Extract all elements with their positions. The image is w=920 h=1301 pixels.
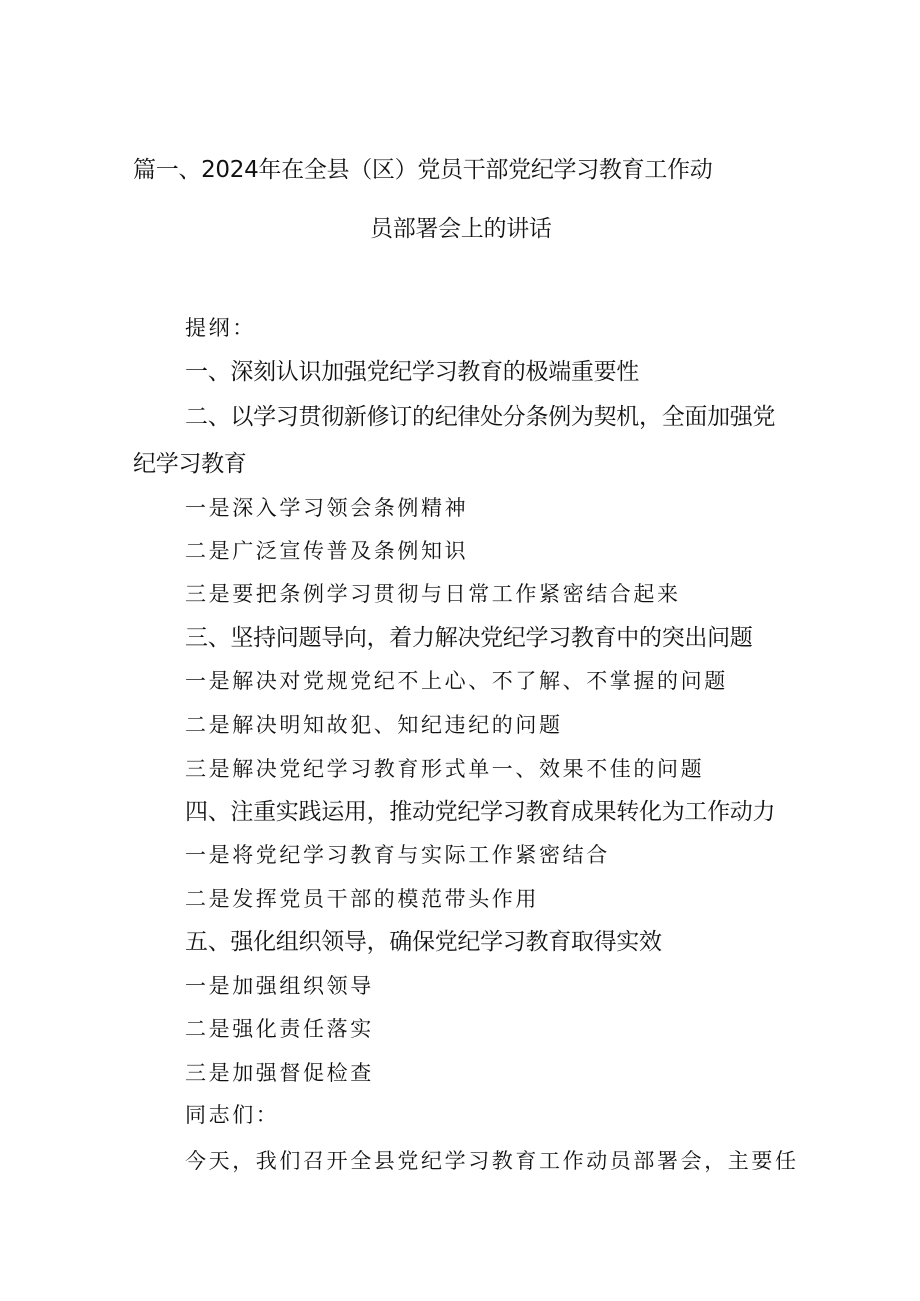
section-2-item-2: 二是广泛宣传普及条例知识 bbox=[185, 539, 469, 563]
section-2-item-1: 一是深入学习领会条例精神 bbox=[185, 496, 469, 520]
section-3-item-2: 二是解决明知故犯、知纪违纪的问题 bbox=[185, 713, 563, 737]
section-5-item-3: 三是加强督促检查 bbox=[185, 1061, 374, 1085]
salutation: 同志们： bbox=[185, 1103, 280, 1127]
section-3-item-1: 一是解决对党规党纪不上心、不了解、不掌握的问题 bbox=[185, 669, 728, 693]
section-4-item-1: 一是将党纪学习教育与实际工作紧密结合 bbox=[185, 843, 610, 867]
opening-paragraph: 今天，我们召开全县党纪学习教育工作动员部署会，主要任 bbox=[185, 1149, 799, 1173]
document-title-line-1: 篇一、2024年在全县（区）党员干部党纪学习教育工作动 bbox=[133, 157, 713, 183]
section-heading-5: 五、强化组织领导，确保党纪学习教育取得实效 bbox=[185, 929, 662, 955]
section-heading-2-line-1: 二、以学习贯彻新修订的纪律处分条例为契机，全面加强党 bbox=[185, 404, 776, 430]
section-heading-3: 三、坚持问题导向，着力解决党纪学习教育中的突出问题 bbox=[185, 625, 753, 651]
document-title-line-2: 员部署会上的讲话 bbox=[370, 216, 552, 242]
section-3-item-3: 三是解决党纪学习教育形式单一、效果不佳的问题 bbox=[185, 757, 705, 781]
section-heading-4: 四、注重实践运用，推动党纪学习教育成果转化为工作动力 bbox=[185, 799, 776, 825]
section-heading-2-line-2: 纪学习教育 bbox=[133, 451, 247, 477]
section-2-item-3: 三是要把条例学习贯彻与日常工作紧密结合起来 bbox=[185, 582, 681, 606]
section-4-item-2: 二是发挥党员干部的模范带头作用 bbox=[185, 887, 539, 911]
section-5-item-1: 一是加强组织领导 bbox=[185, 974, 374, 998]
section-5-item-2: 二是强化责任落实 bbox=[185, 1017, 374, 1041]
section-heading-1: 一、深刻认识加强党纪学习教育的极端重要性 bbox=[185, 359, 640, 385]
outline-label: 提纲： bbox=[185, 316, 256, 340]
